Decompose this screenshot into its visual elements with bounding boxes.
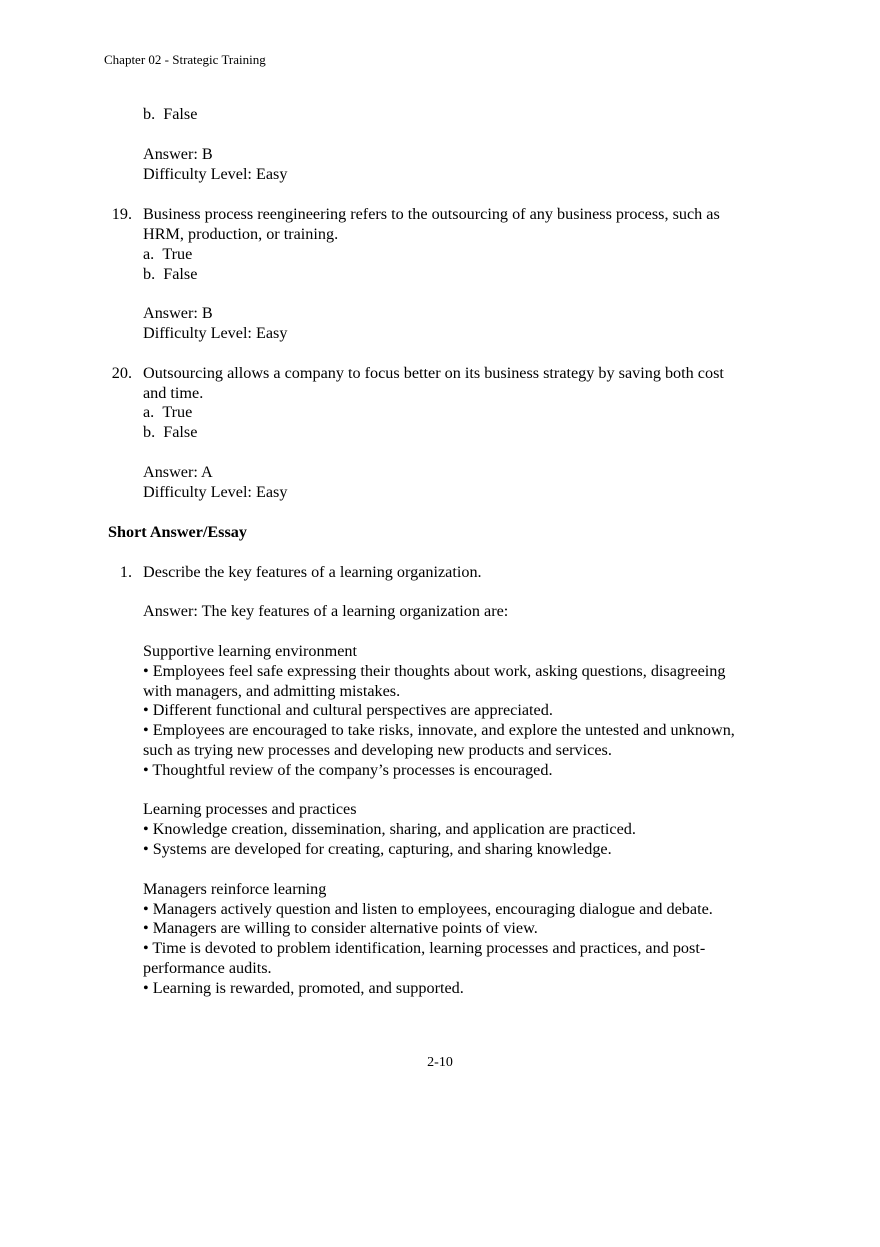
sa1-group1-bullet3-line2: such as trying new processes and developing new products and services. xyxy=(143,741,612,759)
q19-option-b: b. False xyxy=(143,265,198,283)
q20-option-a: a. True xyxy=(143,403,193,421)
q19-answer: Answer: B xyxy=(143,304,213,322)
q18-difficulty: Difficulty Level: Easy xyxy=(143,165,288,183)
sa1-group1-title: Supportive learning environment xyxy=(143,642,357,660)
q20-question-line2: and time. xyxy=(143,384,204,402)
q20-difficulty: Difficulty Level: Easy xyxy=(143,483,288,501)
section-heading: Short Answer/Essay xyxy=(108,523,247,541)
sa1-group2-bullet1: • Knowledge creation, dissemination, sharing, and application are practiced. xyxy=(143,820,636,838)
sa1-answer-intro: Answer: The key features of a learning organization are: xyxy=(143,602,509,620)
running-header: Chapter 02 - Strategic Training xyxy=(104,52,266,67)
sa1-group3-bullet2: • Managers are willing to consider alternative points of view. xyxy=(143,919,538,937)
sa1-group1-bullet1-line2: with managers, and admitting mistakes. xyxy=(143,682,401,700)
sa1-group2-bullet2: • Systems are developed for creating, capturing, and sharing knowledge. xyxy=(143,840,612,858)
q19-difficulty: Difficulty Level: Easy xyxy=(143,324,288,342)
q19-question-line2: HRM, production, or training. xyxy=(143,225,339,243)
page-number: 2-10 xyxy=(427,1055,453,1070)
sa1-group3-bullet3-line2: performance audits. xyxy=(143,959,272,977)
q19-question-line1: Business process reengineering refers to the outsourcing of any business process, such as xyxy=(143,205,720,223)
q20-number: 20. xyxy=(111,364,132,382)
sa1-group3-title: Managers reinforce learning xyxy=(143,880,327,898)
q18-option-b: b. False xyxy=(143,105,198,123)
q19-number: 19. xyxy=(111,205,132,223)
sa1-group1-bullet3-line1: • Employees are encouraged to take risks, innovate, and explore the untested and unknown, xyxy=(143,721,735,739)
q20-answer: Answer: A xyxy=(143,463,213,481)
sa1-group1-bullet4: • Thoughtful review of the company’s processes is encouraged. xyxy=(143,761,553,779)
q20-question-line1: Outsourcing allows a company to focus better on its business strategy by saving both cost xyxy=(143,364,724,382)
sa1-group3-bullet3-line1: • Time is devoted to problem identification, learning processes and practices, and post- xyxy=(143,939,706,957)
sa1-group3-bullet1: • Managers actively question and listen to employees, encouraging dialogue and debate. xyxy=(143,900,713,918)
sa1-group3-bullet4: • Learning is rewarded, promoted, and supported. xyxy=(143,979,464,997)
sa1-group2-title: Learning processes and practices xyxy=(143,800,357,818)
sa1-group1-bullet2: • Different functional and cultural perspectives are appreciated. xyxy=(143,701,553,719)
q20-option-b: b. False xyxy=(143,423,198,441)
q19-option-a: a. True xyxy=(143,245,193,263)
sa1-group1-bullet1-line1: • Employees feel safe expressing their thoughts about work, asking questions, disagreeing xyxy=(143,662,726,680)
q18-answer: Answer: B xyxy=(143,145,213,163)
sa1-question: Describe the key features of a learning organization. xyxy=(143,563,482,581)
sa1-number: 1. xyxy=(119,563,132,581)
